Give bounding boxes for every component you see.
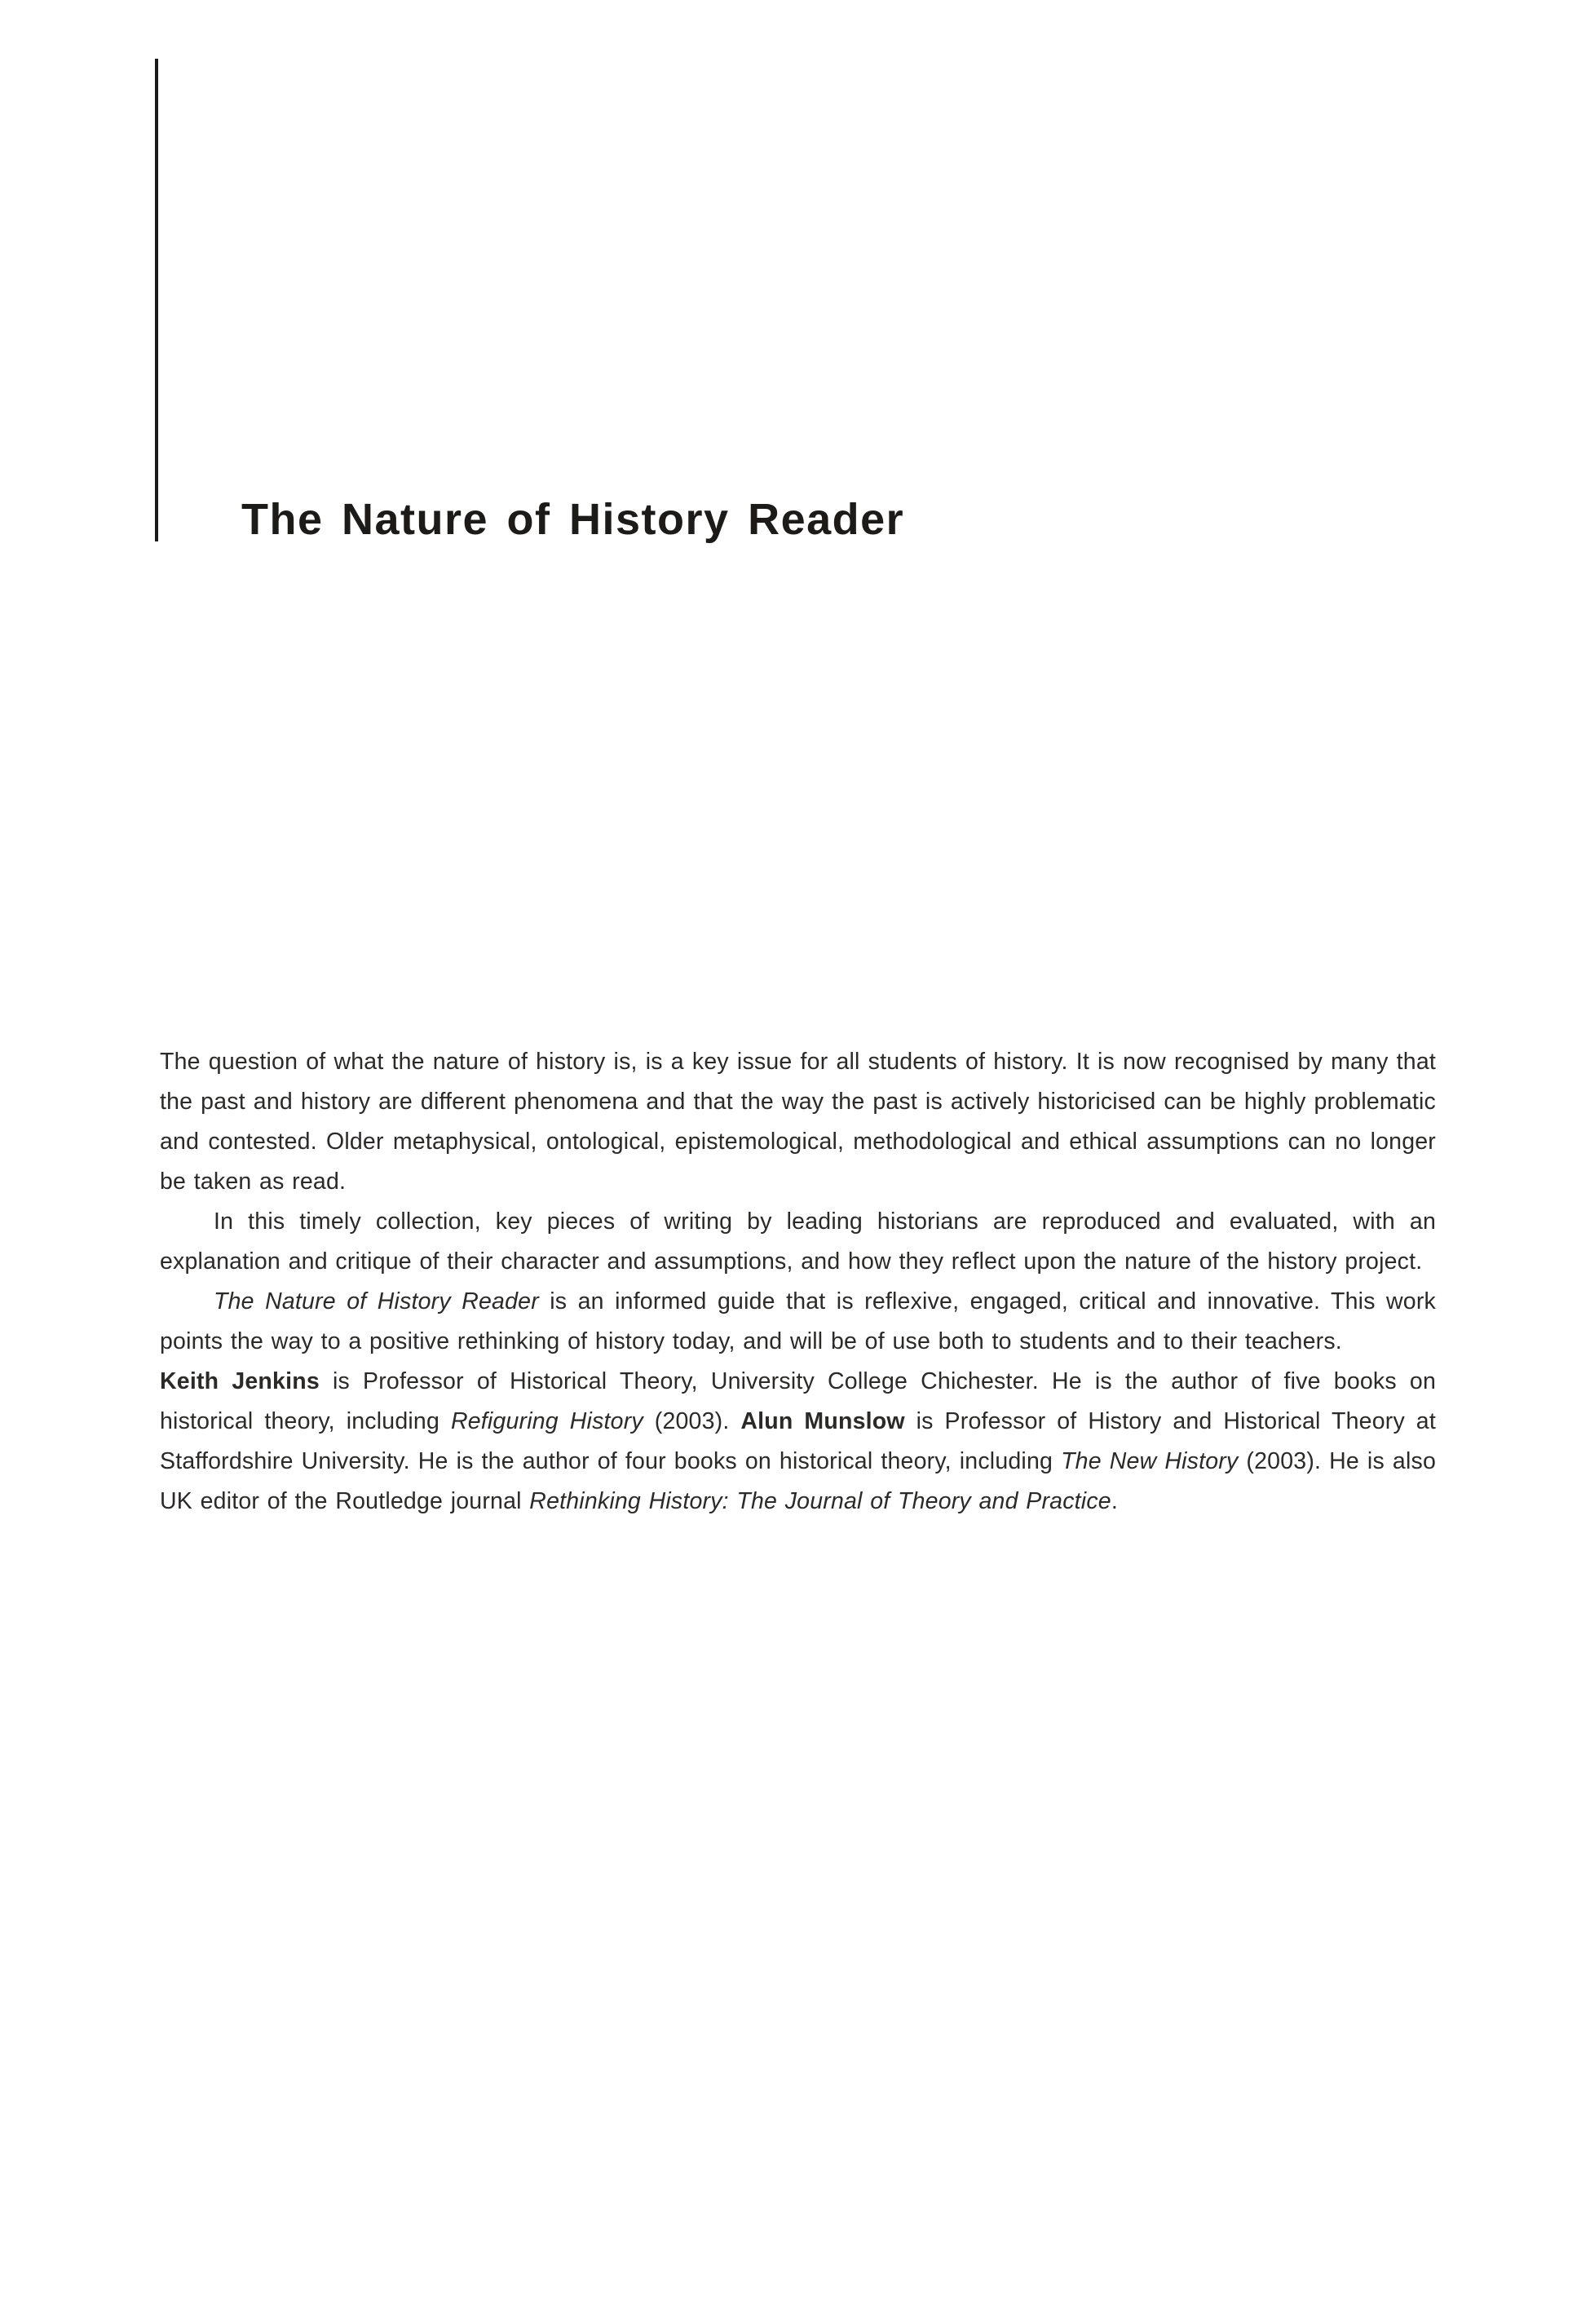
text-segment: In this timely collection, key pieces of writing by leading historians are reproduced and evaluated, with an explanation and critique of their character and assumptions, and how they reflect upon the nature of the history project. — [160, 1208, 1436, 1275]
page-title: The Nature of History Reader — [241, 495, 905, 544]
text-segment: . — [1111, 1488, 1118, 1514]
page-content — [160, 1042, 1436, 1522]
intro-paragraph — [160, 1042, 1436, 1202]
author-bio-paragraph — [160, 1362, 1436, 1522]
text-segment: (2003). — [643, 1408, 741, 1434]
text-segment: Rethinking History: The Journal of Theory and Practice — [529, 1488, 1111, 1514]
collection-paragraph — [160, 1202, 1436, 1282]
text-segment: is an informed guide that is reflexive, engaged, critical and innovative. This work points the way to a positive rethinking of history today, and will be of use both to students and to their teachers. — [160, 1288, 1436, 1354]
text-segment: The question of what the nature of history is, is a key issue for all students of history. It is now recognised by many that the past and history are different phenomena and that the way the past is actively historicised can be highly problematic and contested. Older metaphysical, ontological, epistemological, methodological and ethical assumptions can no longer be taken as read. — [160, 1049, 1436, 1195]
text-segment: Refiguring History — [450, 1408, 643, 1434]
text-segment: (2003). He is also UK editor of the Routledge journal — [160, 1448, 1436, 1514]
text-segment: The New History — [1061, 1448, 1239, 1474]
guide-paragraph — [160, 1282, 1436, 1362]
text-segment: is Professor of Historical Theory, University College Chichester. He is the author of five books on historical theory, including — [160, 1368, 1437, 1434]
title-rule — [155, 59, 158, 541]
text-segment: is Professor of History and Historical Theory at Staffordshire University. He is the author of four books on historical theory, including — [160, 1408, 1436, 1474]
text-segment: The Nature of History Reader — [214, 1288, 539, 1314]
text-segment: Alun Munslow — [740, 1408, 905, 1434]
text-segment: Keith Jenkins — [160, 1368, 320, 1394]
